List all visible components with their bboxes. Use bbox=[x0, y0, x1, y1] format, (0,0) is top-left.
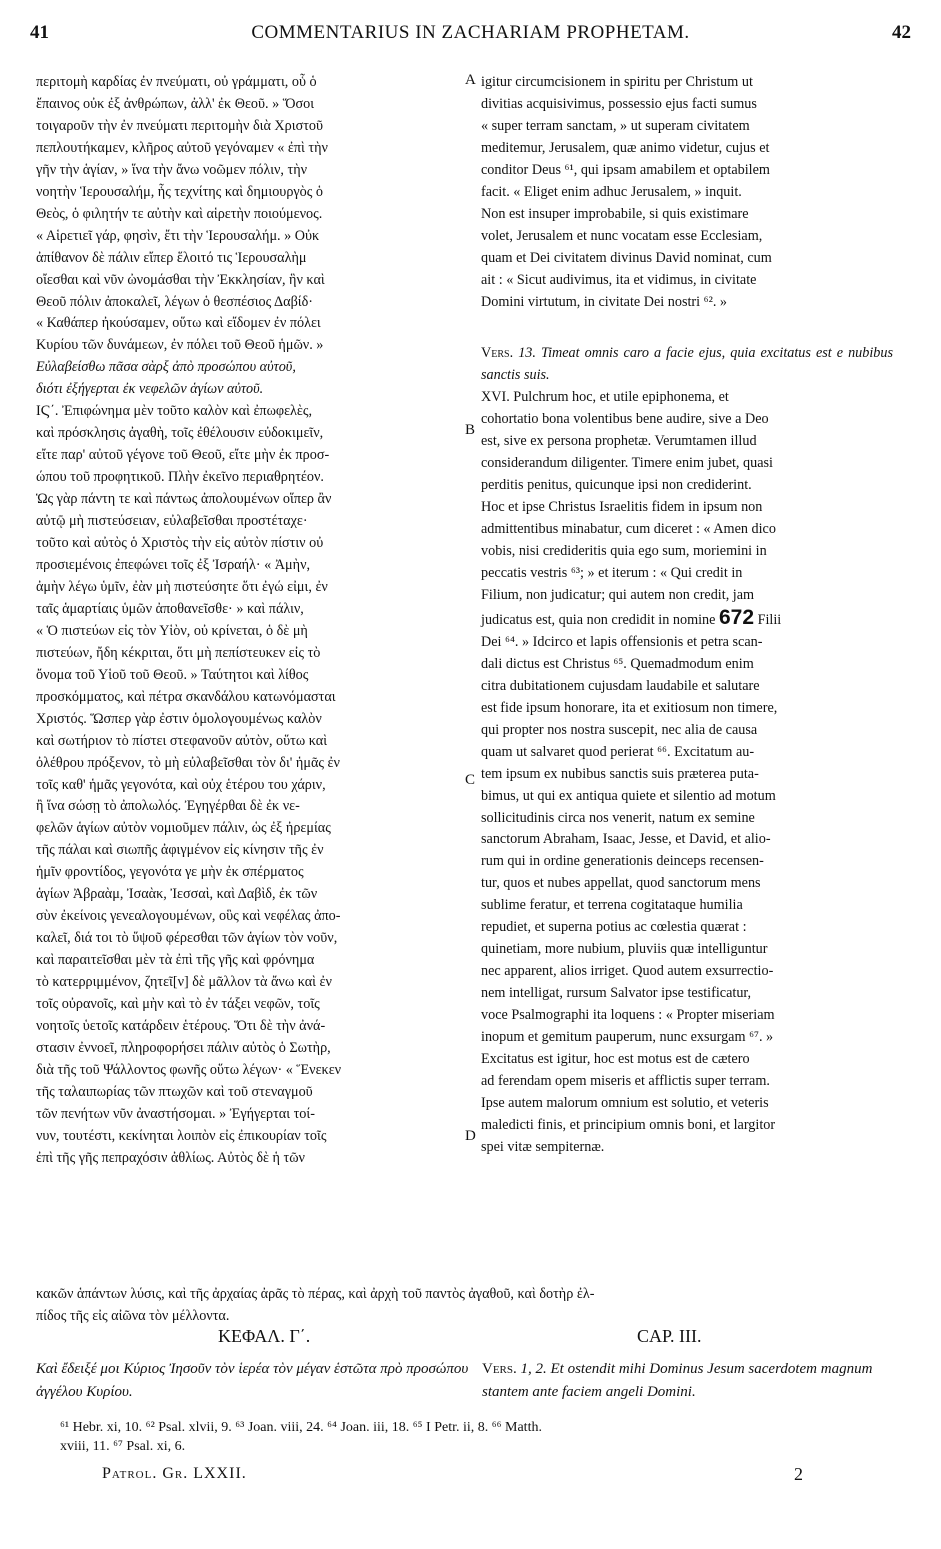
greek-body-line: « Ὁ πιστεύων εἰς τὸν Υἱὸν, οὐ κρίνεται, ὁ δὲ μὴ bbox=[36, 622, 308, 639]
greek-body-line: φελῶν ἁγίων αὐτὸν νομιοῦμεν πάλιν, ὡς ἐξ ἠρεμίας bbox=[36, 820, 331, 837]
chapter-verse-greek: Καὶ ἔδειξέ μοι Κύριος Ἰησοῦν τὸν ἱερέα τὸν μέγαν ἑστῶτα πρὸ προσώπου ἀγγέλου Κυρίου. bbox=[36, 1361, 469, 1400]
latin-body-line: admittentibus minabatur, cum diceret : « Amen dico bbox=[481, 521, 776, 538]
latin-body-line: sollicitudinis circa nos venerit, natum ex semine bbox=[481, 809, 755, 826]
greek-body-line: ἁγίων Ἀβραὰμ, Ἰσαὰκ, Ἰεσσαὶ, καὶ Δαβὶδ, ἐκ τῶν bbox=[36, 886, 318, 903]
margin-letter-b: B bbox=[465, 422, 476, 438]
greek-body-line: καὶ πρόσκλησις ἀγαθὴ, τοῖς ἐθέλουσιν εὐδοκιμεῖν, bbox=[36, 425, 324, 442]
latin-body-line: inopum et gemitum pauperum, nunc exsurgam ⁶⁷. » bbox=[481, 1029, 774, 1046]
greek-body-line: ταῖς ἁμαρτίαις ὑμῶν ἀποθανεῖσθε· » καὶ πάλιν, bbox=[36, 600, 304, 617]
latin-body-line: repudiet, et superna potius ac cœlestia quærat : bbox=[481, 919, 747, 936]
greek-body-line: καὶ παραιτεῖσθαι μὲν τὰ ἐπὶ τῆς γῆς καὶ φρόνημα bbox=[36, 952, 315, 969]
greek-body-line: πιστεύων, ἤδη κέκριται, ὅτι μὴ πεπίστευκεν εἰς τὸ bbox=[36, 644, 321, 661]
latin-body-line: Hoc et ipse Christus Israelitis fidem in ipsum non bbox=[481, 499, 763, 516]
latin-body-line: est fide ipsum honorare, ita et exitiosum non timere, bbox=[481, 699, 778, 716]
greek-line: νοητὴν Ἱερουσαλήμ, ἧς τεχνίτης καὶ δημιουργὸς ὁ bbox=[36, 183, 324, 200]
latin-body-line: maledicti finis, et principium omnis boni, et largitor bbox=[481, 1116, 776, 1133]
latin-verse-text: 13. Timeat omnis caro a facie ejus, quia excitatus est e nubibus sanctis suis. bbox=[481, 345, 893, 384]
latin-body-line: Excitatus est igitur, hoc est motus est de cætero bbox=[481, 1050, 750, 1067]
margin-letter-d: D bbox=[465, 1128, 476, 1144]
greek-body-line: τῆς πάλαι καὶ σιωπῆς ἀφιγμένον εἰς κίνησιν τῆς ἐν bbox=[36, 842, 324, 859]
latin-line: conditor Deus ⁶¹, qui ipsam amabilem et optabilem bbox=[481, 161, 770, 178]
greek-line: περιτομὴ καρδίας ἐν πνεύματι, οὐ γράμματι, οὗ ὁ bbox=[36, 74, 317, 90]
greek-body-line: τοῖς καθ' ἡμᾶς γεγονότα, καὶ οὐχ ἑτέρου του χάριν, bbox=[36, 776, 326, 793]
greek-body-line: Ὡς γὰρ πάντη τε καὶ πάντως ἀπολουμένων οἵπερ ἂν bbox=[36, 491, 332, 508]
latin-body-line: tem ipsum ex nubibus sanctis suis præterea puta- bbox=[481, 765, 759, 782]
latin-body-line: vobis, nisi credideritis quia ego sum, moriemini in bbox=[481, 543, 767, 560]
greek-verse-line: διότι ἐξήγερται ἐκ νεφελῶν ἁγίων αὐτοῦ. bbox=[36, 381, 264, 398]
greek-body-line: εἴτε παρ' αὐτοῦ γέγονε τοῦ Θεοῦ, εἴτε μὴν ἐκ προσ- bbox=[36, 447, 330, 464]
latin-body-line: bimus, ut qui ex antiqua quiete et silentio ad motum bbox=[481, 787, 776, 804]
greek-body-line: ἐπὶ τῆς γῆς πεπραχόσιν ἀθλίως. Αὐτὸς δὲ ἡ τῶν bbox=[36, 1149, 305, 1166]
greek-line: πεπλουτήκαμεν, κλῆρος αὐτοῦ γεγόναμεν « ἐπὶ τὴν bbox=[36, 139, 328, 156]
running-title: COMMENTARIUS IN ZACHARIAM PROPHETAM. bbox=[251, 22, 690, 43]
greek-body-line: τῶν πενήτων νῦν ἀναστήσομαι. » Ἐγήγερται τοί- bbox=[36, 1105, 315, 1122]
latin-body-line: quinetiam, more nubium, pluviis quæ intelliguntur bbox=[481, 941, 768, 958]
chapter-verse-latin-text: 1, 2. Et ostendit mihi Dominus Jesum sacerdotem magnum stantem ante faciem angeli Domini. bbox=[482, 1361, 873, 1400]
latin-body-line: Ipse autem malorum omnium est solutio, et veteris bbox=[481, 1094, 769, 1111]
latin-body-line: XVI. Pulchrum hoc, et utile epiphonema, et bbox=[481, 389, 729, 406]
latin-line: meditemur, Jerusalem, quæ animo videtur, cujus et bbox=[481, 139, 770, 156]
latin-body-line: Filium, non judicatur; qui autem non credit, jam bbox=[481, 586, 755, 603]
greek-line: οἴεσθαι καὶ νῦν ὠνομάσθαι τὴν Ἐκκλησίαν, ἣν καὶ bbox=[36, 271, 325, 288]
latin-body-line: considerandum diligenter. Timere enim jubet, quasi bbox=[481, 455, 773, 472]
latin-body-line: nec apparent, alios irriget. Quod autem exsurrectio- bbox=[481, 963, 774, 980]
greek-body-line: ὀλέθρου πρόξενον, τὸ μὴ εὐλαβεῖσθαι τὸν δι' ἡμᾶς ἐν bbox=[36, 754, 340, 771]
latin-body-line: citra dubitationem cujusdam laudabile et salutare bbox=[481, 677, 760, 694]
greek-body-line: τὸ κατερριμμένον, ζητεῖ[ν] δὲ μᾶλλον τὰ ἄνω καὶ ἐν bbox=[36, 974, 332, 991]
latin-after-number: Filii bbox=[754, 611, 782, 628]
greek-line: « Αἱρετιεῖ γάρ, φησὶν, ἔτι τὴν Ἱερουσαλήμ. » Οὐκ bbox=[36, 227, 320, 244]
greek-body-line: καὶ σωτήριον τὸ πίστει στεφανοῦν αὐτὸν, οὕτω καὶ bbox=[36, 732, 328, 749]
greek-body-line: ἡμῖν φροντίδος, γεγονότα γε μὴν ἐκ σπέρματος bbox=[36, 864, 304, 881]
latin-body-line: nem intelligat, rursum Salvator ipse testificatur, bbox=[481, 985, 752, 1002]
greek-body-line: Χριστός. Ὥσπερ γὰρ ἐστιν ὁμολογουμένως καλὸν bbox=[36, 710, 322, 727]
latin-line: volet, Jerusalem et nunc vocatam esse Ecclesiam, bbox=[481, 227, 763, 244]
latin-body-line: sanctorum Abraham, Isaac, Jesse, et David, et alio- bbox=[481, 831, 771, 848]
latin-line: divitias acquisivimus, possessio ejus facti sumus bbox=[481, 95, 757, 112]
page-number-right: 42 bbox=[892, 22, 911, 43]
chapter-heading-greek: ΚΕΦΑΛ. Γ΄. bbox=[218, 1326, 311, 1346]
latin-body-line: judicatus est, quia non credidit in nomine bbox=[481, 611, 716, 628]
chapter-verse-latin-prefix: Vers. bbox=[482, 1361, 517, 1377]
greek-body-line: αὐτῷ μὴ πιστεύσειαν, εὐλαβεῖσθαι προστέταχε· bbox=[36, 513, 308, 530]
latin-body-line: voce Psalmographi ita loquens : « Propter miseriam bbox=[481, 1007, 775, 1024]
greek-body-line: σὺν ἐκείνοις γενεαλογουμένων, οὓς καὶ νεφέλας ἀπο- bbox=[36, 908, 341, 925]
latin-body-line: cohortatio bona volentibus bene audire, sive a Deo bbox=[481, 411, 769, 428]
greek-body-line: τῆς ταλαιπωρίας τῶν πτωχῶν καὶ τοῦ στεναγμοῦ bbox=[36, 1083, 313, 1100]
greek-line: Θεὸς, ὁ φιλητήν τε αὐτὴν καὶ αἱρετὴν ποιούμενος. bbox=[36, 205, 323, 222]
latin-body-line: tur, quos et nubes appellat, quod sanctorum mens bbox=[481, 875, 761, 892]
latin-body-line: sublime feratur, et terrena cogitataque humilia bbox=[481, 897, 743, 914]
greek-body-line: ἀμὴν λέγω ὑμῖν, ἐὰν μὴ πιστεύσητε ὅτι ἐγώ εἰμι, ἐν bbox=[36, 578, 328, 595]
latin-body-line: spei vitæ sempiternæ. bbox=[481, 1138, 605, 1155]
latin-verse bbox=[481, 343, 893, 387]
latin-body-line: rum qui in ordine generationis deinceps recensen- bbox=[481, 853, 764, 870]
latin-body-line: qui propter nos nostra suscepit, nec alia de causa bbox=[481, 721, 758, 738]
greek-line: γῆν τὴν ἁγίαν, » ἵνα τὴν ἄνω νοῶμεν πόλιν, τὴν bbox=[36, 161, 308, 178]
greek-body-line: νυν, τουτέστι, κεκίνηται λοιπὸν εἰς ἐπικουρίαν τοῖς bbox=[36, 1127, 327, 1144]
greek-line: « Καθάπερ ἠκούσαμεν, οὕτω καὶ εἴδομεν ἐν πόλει bbox=[36, 315, 321, 332]
patrol-reference: Patrol. Gr. LXXII. bbox=[102, 1465, 247, 1482]
greek-tail bbox=[36, 1284, 896, 1328]
greek-body-line: στασιν ἐννοεῖ, πληροφορήσει πάλιν αὐτὸς ὁ Σωτὴρ, bbox=[36, 1039, 331, 1056]
greek-body-line: ώπου τοῦ προφητικοῦ. Πλὴν ἐκεῖνο περιαθρητέον. bbox=[36, 469, 324, 486]
greek-line: Θεοῦ πόλιν ἀποκαλεῖ, λέγων ὁ θεσπέσιος Δαβίδ· bbox=[36, 293, 314, 310]
page-header bbox=[30, 22, 911, 62]
latin-line: « super terram sanctam, » ut superam civitatem bbox=[481, 117, 750, 134]
greek-tail-line: κακῶν ἁπάντων λύσις, καὶ τῆς ἀρχαίας ἀρᾶς τὸ πέρας, καὶ ἀρχὴ τοῦ παντὸς ἀγαθοῦ, καὶ δοτὴρ ἐλ- bbox=[36, 1286, 595, 1302]
latin-column bbox=[481, 72, 893, 1159]
greek-line: ἔπαινος οὐκ ἐξ ἀνθρώπων, ἀλλ' ἐκ Θεοῦ. » Ὅσοι bbox=[36, 95, 315, 112]
greek-tail-line: πίδος τῆς εἰς αἰῶνα τὸν μέλλοντα. bbox=[36, 1307, 230, 1324]
latin-gap bbox=[481, 313, 893, 343]
greek-column bbox=[36, 72, 468, 1170]
latin-body-line: Dei ⁶⁴. » Idcirco et lapis offensionis et petra scan- bbox=[481, 633, 763, 650]
latin-line: igitur circumcisionem in spiritu per Christum ut bbox=[481, 74, 753, 90]
greek-body-line: τοῦτο καὶ αὐτὸς ὁ Χριστὸς τὴν εἰς αὐτὸν πίστιν οὐ bbox=[36, 535, 324, 552]
latin-body-line: peccatis vestris ⁶³; » et iterum : « Qui credit in bbox=[481, 565, 743, 582]
margin-letter-a: A bbox=[465, 72, 476, 88]
latin-body-line: quam ut salvaret quod perierat ⁶⁶. Excitatum au- bbox=[481, 743, 755, 760]
greek-body-line: ἢ ἵνα σώσῃ τὸ ἀπολωλός. Ἐγηγέρθαι δὲ ἐκ νε- bbox=[36, 798, 300, 815]
page-number-left: 41 bbox=[30, 22, 49, 43]
greek-line: Κυρίου τῶν δυνάμεων, ἐν πόλει τοῦ Θεοῦ ἡμῶν. » bbox=[36, 337, 324, 354]
greek-verse-line: Εὐλαβείσθω πᾶσα σὰρξ ἀπὸ προσώπου αὐτοῦ, bbox=[36, 359, 296, 376]
margin-letter-c: C bbox=[465, 772, 476, 788]
latin-body-line: ad ferendam opem miseris et afflictis super terram. bbox=[481, 1072, 770, 1089]
latin-body-line: dali dictus est Christus ⁶⁵. Quemadmodum enim bbox=[481, 655, 754, 672]
greek-line: τοιγαροῦν τὴν ἐν πνεύματι περιτομὴν διὰ Χριστοῦ bbox=[36, 117, 324, 134]
greek-body-line: καλεῖ, διά τοι τὸ ὕψοῦ φέρεσθαι τῶν ἁγίων τὸν νοῦν, bbox=[36, 930, 338, 947]
column-number: 672 bbox=[719, 605, 755, 629]
latin-line: facit. « Eliget enim adhuc Jerusalem, » inquit. bbox=[481, 183, 742, 200]
greek-body-line: τοῖς οὐρανοῖς, καὶ μὴν καὶ τὸ ἐν τάξει νεφῶν, τοῖς bbox=[36, 996, 320, 1013]
latin-line: Domini virtutum, in civitate Dei nostri ⁶². » bbox=[481, 293, 728, 310]
chapter-verse-latin bbox=[482, 1358, 894, 1404]
footnote-line: ⁶¹ Hebr. xi, 10. ⁶² Psal. xlvii, 9. ⁶³ Joan. viii, 24. ⁶⁴ Joan. iii, 18. ⁶⁵ I Petr. ii, 8. ⁶⁶ Matth. bbox=[60, 1420, 542, 1435]
latin-body-line: est, sive ex persona prophetæ. Verumtamen illud bbox=[481, 433, 757, 450]
latin-body-line-with-column-number bbox=[481, 607, 893, 632]
signature-mark: 2 bbox=[794, 1464, 803, 1484]
latin-line: quam et Dei civitatem divinus David nominat, cum bbox=[481, 249, 772, 266]
greek-body-line: ΙϚ΄. Ἐπιφώνημα μὲν τοῦτο καλὸν καὶ ἐπωφελὲς, bbox=[36, 403, 313, 420]
greek-body-line: προσιεμένοις ἐπεφώνει τοῖς ἐξ Ἰσραήλ· « Ἀμὴν, bbox=[36, 556, 311, 573]
latin-body-line: perditis penitus, quicunque ipsi non crediderint. bbox=[481, 477, 752, 494]
latin-verse-prefix: Vers. bbox=[481, 345, 514, 362]
greek-body-line: προσκόμματος, καὶ πέτρα σκανδάλου κατωνόμασται bbox=[36, 688, 336, 705]
greek-body-line: νοητοῖς ὑετοῖς κατάρδειν ἑτέρους. Ὅτι δὲ τὴν ἀνά- bbox=[36, 1017, 326, 1034]
chapter-heading-latin: CAP. III. bbox=[637, 1326, 702, 1346]
latin-line: ait : « Sicut audivimus, ita et vidimus, in civitate bbox=[481, 271, 757, 288]
greek-line: ἀπίθανον δὲ πάλιν εἴπερ ἕλοιτό τις Ἱερουσαλὴμ bbox=[36, 249, 307, 266]
latin-line: Non est insuper improbabile, si quis existimare bbox=[481, 205, 749, 222]
footnotes bbox=[60, 1418, 900, 1456]
footnote-line: xviii, 11. ⁶⁷ Psal. xi, 6. bbox=[60, 1439, 186, 1454]
greek-body-line: ὄνομα τοῦ Υἱοῦ τοῦ Θεοῦ. » Ταύτητοι καὶ λίθος bbox=[36, 666, 309, 683]
greek-body-line: διὰ τῆς τοῦ Ψάλλοντος φωνῆς οὕτω λέγων· « Ἕνεκεν bbox=[36, 1061, 342, 1078]
